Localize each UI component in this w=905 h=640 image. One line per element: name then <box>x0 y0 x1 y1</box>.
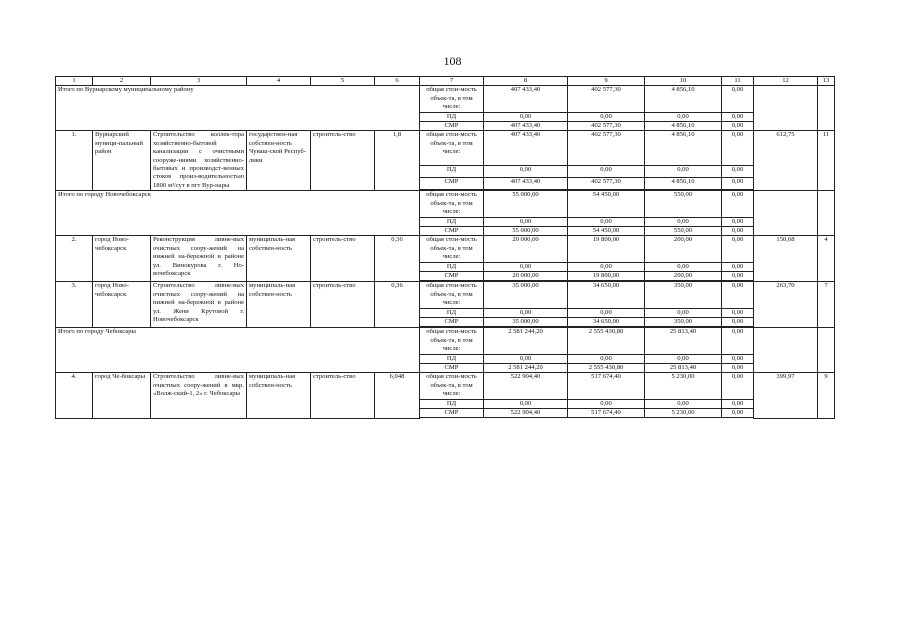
cost-type-label: ПД <box>420 112 484 121</box>
cost-budget-cell: 54 450,00 <box>568 226 645 235</box>
cost-total-cell: 0,00 <box>484 112 568 121</box>
cost-local-cell: 0,00 <box>645 262 722 271</box>
cost-local-cell: 0,00 <box>645 217 722 226</box>
cost-budget-cell: 0,00 <box>568 217 645 226</box>
item-number: 2. <box>56 236 93 282</box>
cost-budget-cell: 0,00 <box>568 112 645 121</box>
item-capacity: 0,36 <box>375 236 420 282</box>
cost-type-label: общая стои-мость объек-та, в том числе: <box>420 191 484 217</box>
item-district: город Ново-чебоксарск <box>93 236 151 282</box>
cost-budget-cell: 402 577,30 <box>568 86 645 112</box>
item-district: город Ново-чебоксарск <box>93 282 151 328</box>
cost-type-label: общая стои-мость объек-та, в том числе: <box>420 86 484 112</box>
cost-local-cell: 25 813,40 <box>645 364 722 373</box>
item-ownership: муниципаль-ная собствен-ность <box>247 236 311 282</box>
item-work-type: строитель-ство <box>311 373 375 419</box>
group-col13-empty <box>818 191 835 236</box>
empty-cell <box>645 418 722 419</box>
cost-type-label: ПД <box>420 399 484 408</box>
cost-total-cell: 0,00 <box>484 165 568 177</box>
cost-type-label: общая стои-мость объек-та, в том числе: <box>420 328 484 354</box>
budget-table <box>55 76 835 419</box>
cost-type-label: общая стои-мость объек-та, в том числе: <box>420 373 484 399</box>
item-district: город Че-боксары <box>93 373 151 419</box>
cost-other-cell: 0,00 <box>722 308 754 317</box>
cost-budget-cell: 517 674,40 <box>568 409 645 418</box>
item-col12: 263,70 <box>754 282 818 328</box>
cost-other-cell: 0,00 <box>722 177 754 189</box>
cost-type-label: СМР <box>420 364 484 373</box>
item-work-type: строитель-ство <box>311 131 375 191</box>
cost-budget-cell: 0,00 <box>568 165 645 177</box>
cost-other-cell: 0,00 <box>722 122 754 131</box>
cost-type-label: общая стои-мость объек-та, в том числе: <box>420 282 484 308</box>
cost-type-label: СМР <box>420 122 484 131</box>
empty-cell <box>568 418 645 419</box>
page-number: 108 <box>443 54 462 68</box>
group-col13-empty <box>818 328 835 373</box>
cost-total-cell: 0,00 <box>484 354 568 363</box>
item-col13: 11 <box>818 131 835 191</box>
item-district: Вурнарский муници-пальный район <box>93 131 151 191</box>
cost-type-label: общая стои-мость объек-та, в том числе: <box>420 236 484 262</box>
cost-other-cell: 0,00 <box>722 399 754 408</box>
cost-local-cell: 0,00 <box>645 112 722 121</box>
cost-local-cell: 25 813,40 <box>645 328 722 354</box>
empty-cell <box>722 418 754 419</box>
item-object: Строительство ливне-вых очистных соору-жений на нижней на-бережной в районе ул. Жени Крутовой г. Новочебоксарск <box>151 282 247 328</box>
cost-budget-cell: 402 577,30 <box>568 177 645 189</box>
cost-type-label: ПД <box>420 262 484 271</box>
cost-total-cell: 522 904,40 <box>484 373 568 399</box>
group-col13-empty <box>818 86 835 131</box>
cost-budget-cell: 54 450,00 <box>568 191 645 217</box>
cost-total-cell: 0,00 <box>484 308 568 317</box>
column-number: 13 <box>818 77 835 86</box>
cost-other-cell: 0,00 <box>722 409 754 418</box>
column-number: 7 <box>420 77 484 86</box>
cost-total-cell: 0,00 <box>484 399 568 408</box>
cost-type-label: СМР <box>420 409 484 418</box>
cost-other-cell: 0,00 <box>722 364 754 373</box>
cost-budget-cell: 0,00 <box>568 399 645 408</box>
cost-local-cell: 350,00 <box>645 282 722 308</box>
cost-type-label: СМР <box>420 226 484 235</box>
cost-local-cell: 550,00 <box>645 226 722 235</box>
cost-other-cell: 0,00 <box>722 226 754 235</box>
cost-type-label: общая стои-мость объек-та, в том числе: <box>420 131 484 165</box>
cost-local-cell: 350,00 <box>645 317 722 326</box>
cost-other-cell: 0,00 <box>722 165 754 177</box>
cost-total-cell: 522 904,40 <box>484 409 568 418</box>
item-row <box>56 373 835 399</box>
cost-local-cell: 0,00 <box>645 399 722 408</box>
cost-type-label: ПД <box>420 165 484 177</box>
cost-other-cell: 0,00 <box>722 282 754 308</box>
group-title: Итого по Вурнарскому муниципальному району <box>56 86 420 131</box>
item-object: Строительство ливне-вых очистных соору-жений в мкр. «Волж-ский-1, 2» г. Чебоксары <box>151 373 247 419</box>
cost-total-cell: 35 000,00 <box>484 317 568 326</box>
cost-type-label: ПД <box>420 308 484 317</box>
group-total-row <box>56 328 835 354</box>
column-number: 10 <box>645 77 722 86</box>
cost-type-label: ПД <box>420 217 484 226</box>
item-capacity: 1,8 <box>375 131 420 191</box>
cost-other-cell: 0,00 <box>722 236 754 262</box>
cost-other-cell: 0,00 <box>722 317 754 326</box>
cost-budget-cell: 0,00 <box>568 308 645 317</box>
cost-local-cell: 200,00 <box>645 271 722 280</box>
cost-local-cell: 200,00 <box>645 236 722 262</box>
cost-other-cell: 0,00 <box>722 191 754 217</box>
item-row <box>56 236 835 262</box>
cost-other-cell: 0,00 <box>722 131 754 165</box>
cost-type-label: СМР <box>420 177 484 189</box>
cost-budget-cell: 2 555 430,80 <box>568 364 645 373</box>
cost-total-cell: 0,00 <box>484 217 568 226</box>
cost-local-cell: 4 856,10 <box>645 131 722 165</box>
item-col13: 4 <box>818 236 835 282</box>
cost-total-cell: 55 000,00 <box>484 226 568 235</box>
item-object: Реконструкция ливне-вых очистных соору-жений на нижней на-бережной в районе ул. Винокурова г. Но-вочебоксарск <box>151 236 247 282</box>
empty-cell <box>420 418 484 419</box>
cost-type-label: СМР <box>420 271 484 280</box>
item-number: 1. <box>56 131 93 191</box>
group-title: Итого по городу Чебоксары <box>56 328 420 373</box>
cost-total-cell: 2 581 244,20 <box>484 364 568 373</box>
cost-other-cell: 0,00 <box>722 271 754 280</box>
cost-local-cell: 0,00 <box>645 308 722 317</box>
column-number: 5 <box>311 77 375 86</box>
item-ownership: государствен-ная собствен-ность Чуваш-ской Респуб-лики <box>247 131 311 191</box>
cost-local-cell: 5 230,00 <box>645 409 722 418</box>
cost-budget-cell: 0,00 <box>568 354 645 363</box>
item-number: 4. <box>56 373 93 419</box>
cost-budget-cell: 517 674,40 <box>568 373 645 399</box>
group-col12-empty <box>754 86 818 131</box>
column-number: 12 <box>754 77 818 86</box>
cost-budget-cell: 19 800,00 <box>568 236 645 262</box>
item-col12: 150,68 <box>754 236 818 282</box>
cost-budget-cell: 2 555 430,80 <box>568 328 645 354</box>
cost-total-cell: 407 433,40 <box>484 122 568 131</box>
cost-type-label: СМР <box>420 317 484 326</box>
cost-budget-cell: 19 800,00 <box>568 271 645 280</box>
group-col12-empty <box>754 191 818 236</box>
item-col12: 399,97 <box>754 373 818 419</box>
item-work-type: строитель-ство <box>311 236 375 282</box>
group-col12-empty <box>754 328 818 373</box>
item-row <box>56 131 835 165</box>
cost-budget-cell: 402 577,30 <box>568 122 645 131</box>
cost-local-cell: 5 230,00 <box>645 373 722 399</box>
cost-budget-cell: 402 577,30 <box>568 131 645 165</box>
item-capacity: 6,048 <box>375 373 420 419</box>
column-number: 11 <box>722 77 754 86</box>
cost-total-cell: 20 000,00 <box>484 271 568 280</box>
item-col13: 9 <box>818 373 835 419</box>
column-number: 4 <box>247 77 311 86</box>
cost-budget-cell: 34 650,00 <box>568 282 645 308</box>
group-total-row <box>56 191 835 217</box>
item-col12: 612,75 <box>754 131 818 191</box>
group-title: Итого по городу Новочебоксарск <box>56 191 420 236</box>
group-total-row <box>56 86 835 112</box>
cost-local-cell: 0,00 <box>645 165 722 177</box>
cost-other-cell: 0,00 <box>722 354 754 363</box>
cost-local-cell: 0,00 <box>645 354 722 363</box>
column-number-row <box>56 77 835 86</box>
column-number: 1 <box>56 77 93 86</box>
cost-type-label: ПД <box>420 354 484 363</box>
cost-local-cell: 550,00 <box>645 191 722 217</box>
cost-total-cell: 20 000,00 <box>484 236 568 262</box>
empty-cell <box>484 418 568 419</box>
cost-total-cell: 35 000,00 <box>484 282 568 308</box>
cost-total-cell: 407 433,40 <box>484 86 568 112</box>
cost-other-cell: 0,00 <box>722 86 754 112</box>
item-object: Строительство коллек-тора хозяйственно-бытовой канализации с очистными сооруже-ниями хозяйственно-бытовых и производст-венных стоков произ-водительностью 1800 м³/сут в пгт Вур-нары <box>151 131 247 191</box>
column-number: 2 <box>93 77 151 86</box>
cost-budget-cell: 34 650,00 <box>568 317 645 326</box>
cost-total-cell: 55 000,00 <box>484 191 568 217</box>
cost-total-cell: 0,00 <box>484 262 568 271</box>
cost-local-cell: 4 856,10 <box>645 177 722 189</box>
cost-other-cell: 0,00 <box>722 373 754 399</box>
column-number: 6 <box>375 77 420 86</box>
item-row <box>56 282 835 308</box>
column-number: 3 <box>151 77 247 86</box>
cost-other-cell: 0,00 <box>722 328 754 354</box>
cost-total-cell: 2 581 244,20 <box>484 328 568 354</box>
column-number: 9 <box>568 77 645 86</box>
cost-total-cell: 407 433,40 <box>484 177 568 189</box>
item-work-type: строитель-ство <box>311 282 375 328</box>
item-ownership: муниципаль-ная собствен-ность <box>247 282 311 328</box>
cost-local-cell: 4 856,10 <box>645 86 722 112</box>
item-col13: 7 <box>818 282 835 328</box>
item-number: 3. <box>56 282 93 328</box>
column-number: 8 <box>484 77 568 86</box>
cost-local-cell: 4 856,10 <box>645 122 722 131</box>
item-capacity: 0,36 <box>375 282 420 328</box>
cost-other-cell: 0,00 <box>722 112 754 121</box>
cost-total-cell: 407 433,40 <box>484 131 568 165</box>
cost-other-cell: 0,00 <box>722 217 754 226</box>
item-ownership: муниципаль-ная собствен-ность <box>247 373 311 419</box>
cost-other-cell: 0,00 <box>722 262 754 271</box>
cost-budget-cell: 0,00 <box>568 262 645 271</box>
